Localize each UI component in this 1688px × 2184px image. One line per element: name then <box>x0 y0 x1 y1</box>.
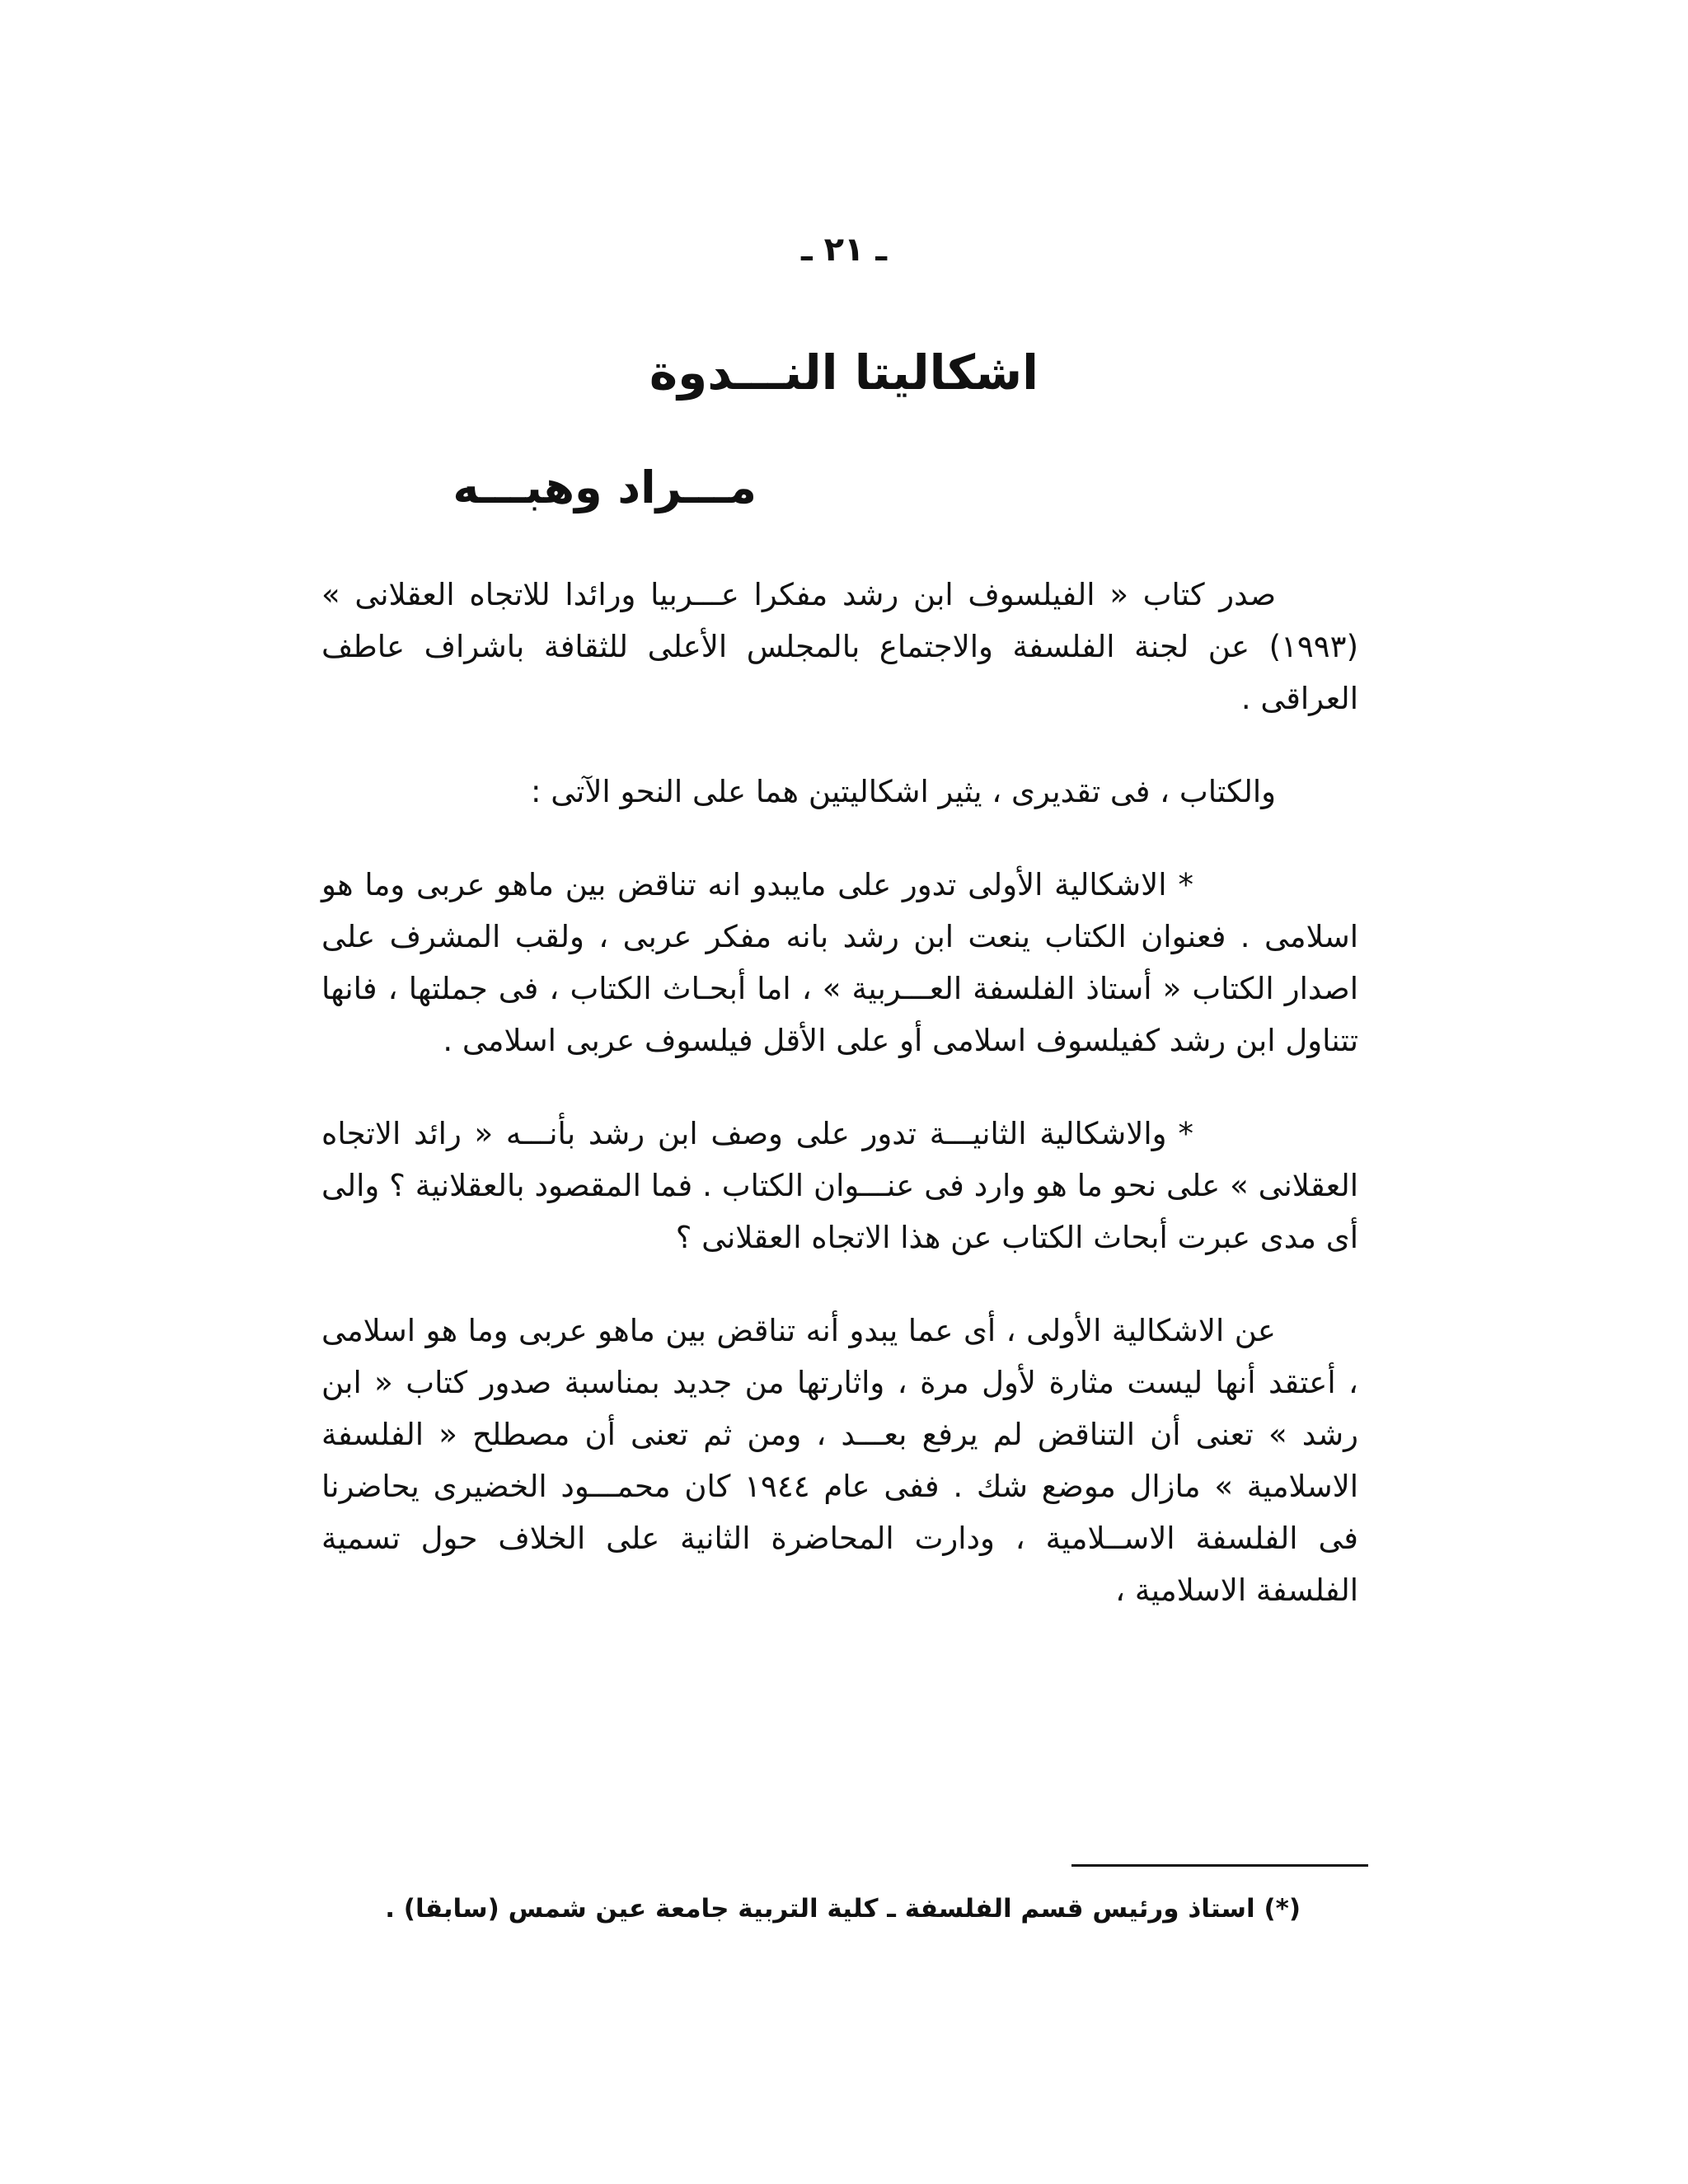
page-number: ـ ٢١ ـ <box>800 231 888 269</box>
paragraph-5: عن الاشكالية الأولى ، أى عما يبدو أنه تناقض بين ماهو عربى وما هو اسلامى ، أعتقد أنها ليست مثارة لأول مرة ، واثارتها من جديد بمناسبة صدور كتاب « ابن رشد » تعنى أن التناقض لم يرفع بعـــد ، ومن ثم تعنى أن مصطلح « الفلسفة الاسلامية » مازال موضع شك . ففى عام ١٩٤٤ كان محمـــود الخضيرى يحاضرنا فى الفلسفة الاســلامية ، ودارت المحاضرة الثانية على الخلاف حول تسمية الفلسفة الاسلامية ، <box>321 1313 1359 1608</box>
paragraph-1: صدر كتاب « الفيلسوف ابن رشد مفكرا عـــربيا ورائدا للاتجاه العقلانى » (١٩٩٣) عن لجنة الفلسفة والاجتماع بالمجلس الأعلى للثقافة باشراف عاطف العراقى . <box>321 577 1358 716</box>
footnote: (*) استاذ ورئيس قسم الفلسفة ـ كلية التربية جامعة عين شمس (سابقا) . <box>385 1894 1301 1924</box>
page-title: اشكاليتا النـــدوة <box>649 344 1039 401</box>
footnote-divider <box>1071 1864 1368 1867</box>
paragraph-3 <box>321 859 1358 1066</box>
author-name: مـــراد وهبـــه <box>452 462 757 513</box>
asterisk-marker: * <box>1178 1116 1193 1151</box>
paragraph-4-text: والاشكالية الثانيـــة تدور على وصف ابن رشد بأنـــه « رائد الاتجاه العقلانى » على نحو ما هو وارد فى عنـــوان الكتاب . فما المقصود بالعقلانية ؟ والى أى مدى عبرت أبحاث الكتاب عن هذا الاتجاه العقلانى ؟ <box>321 1116 1358 1255</box>
paragraph-3-text: الاشكالية الأولى تدور على مايبدو انه تناقض بين ماهو عربى وما هو اسلامى . فعنوان الكتاب ينعت ابن رشد بانه مفكر عربى ، ولقب المشرف على اصدار الكتاب « أستاذ الفلسفة العـــربية » ، اما أبحـاث الكتاب ، فى جملتها ، فانها تتناول ابن رشد كفيلسوف اسلامى أو على الأقل فيلسوف عربى اسلامى . <box>321 867 1358 1058</box>
asterisk-marker: * <box>1178 867 1193 902</box>
body-text <box>321 569 1358 1616</box>
paragraph-4 <box>321 1108 1358 1263</box>
paragraph-2: والكتاب ، فى تقديرى ، يثير اشكاليتين هما على النحو الآتى : <box>530 774 1276 809</box>
